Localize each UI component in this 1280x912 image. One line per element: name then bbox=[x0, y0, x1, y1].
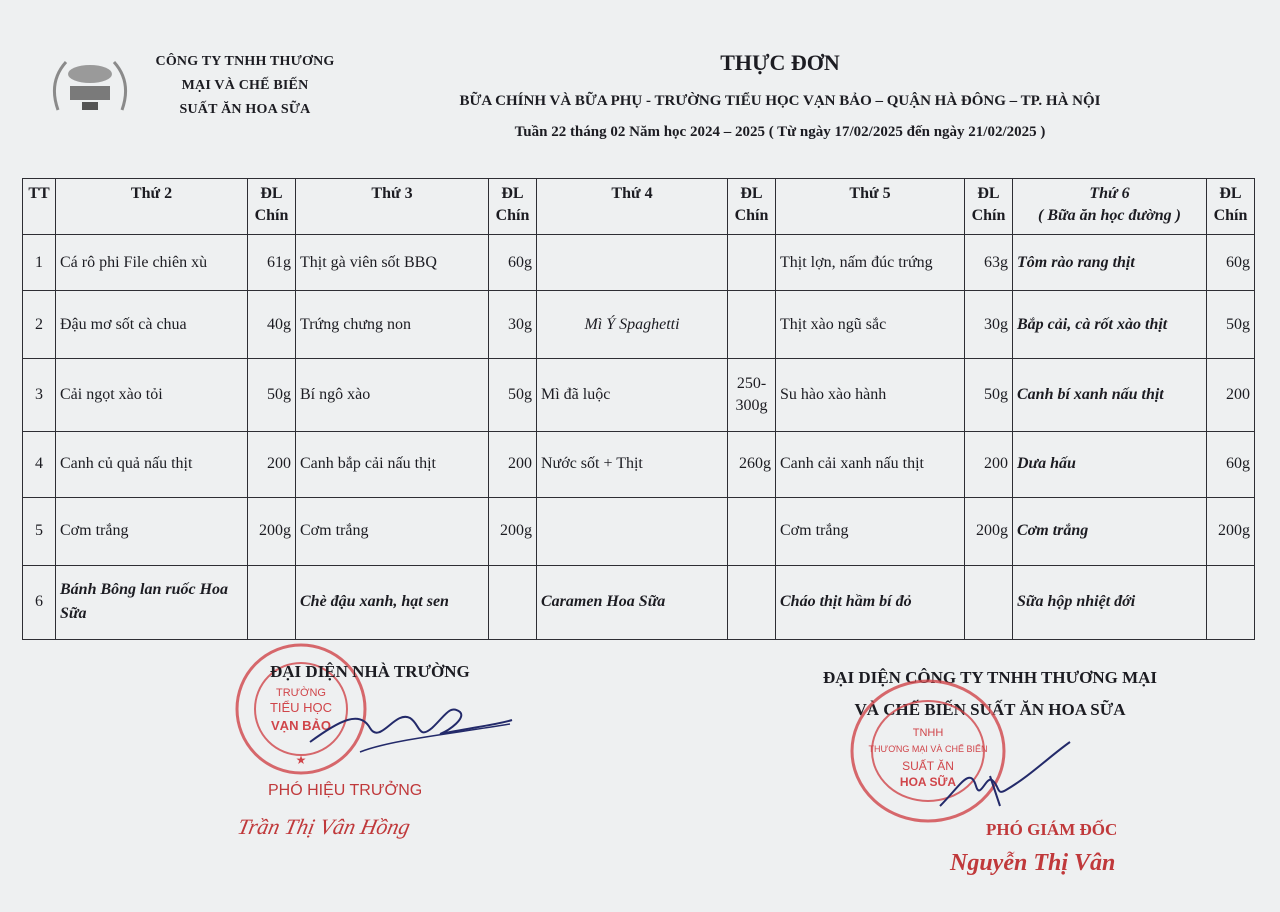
row-number: 6 bbox=[23, 565, 56, 639]
company-line-1: CÔNG TY TNHH THƯƠNG bbox=[155, 54, 335, 69]
dish-tue: Chè đậu xanh, hạt sen bbox=[296, 565, 489, 639]
header-wed-qty: ĐL Chín bbox=[728, 179, 776, 235]
dish-fri: Cơm trắng bbox=[1013, 497, 1207, 565]
company-line-3: SUẤT ĂN HOA SỮA bbox=[179, 102, 311, 117]
dish-fri: Sữa hộp nhiệt đới bbox=[1013, 565, 1207, 639]
qty-thu bbox=[965, 565, 1013, 639]
header-row bbox=[23, 179, 1255, 235]
qty-wed: 260g bbox=[728, 431, 776, 497]
qty-wed bbox=[728, 565, 776, 639]
qty-fri bbox=[1207, 565, 1255, 639]
qty-tue: 60g bbox=[489, 235, 537, 291]
header-tue-qty: ĐL Chín bbox=[489, 179, 537, 235]
company-seal-line2: THƯƠNG MẠI VÀ CHẾ BIẾN bbox=[868, 744, 988, 754]
dish-mon: Cải ngọt xào tỏi bbox=[56, 359, 248, 431]
qty-wed bbox=[728, 497, 776, 565]
qty-mon: 50g bbox=[248, 359, 296, 431]
qty-tue: 200 bbox=[489, 431, 537, 497]
qty-wed: 250-300g bbox=[728, 359, 776, 431]
dish-thu: Thịt xào ngũ sắc bbox=[776, 291, 965, 359]
table-row bbox=[23, 291, 1255, 359]
table-row bbox=[23, 431, 1255, 497]
dish-wed bbox=[537, 235, 728, 291]
header-thu-qty: ĐL Chín bbox=[965, 179, 1013, 235]
company-role: PHÓ GIÁM ĐỐC bbox=[986, 820, 1118, 839]
school-role: PHÓ HIỆU TRƯỞNG bbox=[268, 782, 423, 799]
dish-fri: Dưa hấu bbox=[1013, 431, 1207, 497]
company-name bbox=[140, 50, 350, 122]
dish-thu: Thịt lợn, nấm đúc trứng bbox=[776, 235, 965, 291]
dish-mon: Cá rô phi File chiên xù bbox=[56, 235, 248, 291]
table-row bbox=[23, 497, 1255, 565]
qty-mon: 200g bbox=[248, 497, 296, 565]
qty-fri: 50g bbox=[1207, 291, 1255, 359]
qty-fri: 200g bbox=[1207, 497, 1255, 565]
school-signature-title: ĐẠI DIỆN NHÀ TRƯỜNG bbox=[270, 662, 470, 681]
qty-tue: 200g bbox=[489, 497, 537, 565]
header-fri-qty: ĐL Chín bbox=[1207, 179, 1255, 235]
page-subtitle: BỮA CHÍNH VÀ BỮA PHỤ - TRƯỜNG TIỂU HỌC VẠN BẢO – QUẬN HÀ ĐÔNG – TP. HÀ NỘI bbox=[459, 93, 1101, 109]
header-fri: Thứ 6 ( Bữa ăn học đường ) bbox=[1013, 179, 1207, 235]
school-seal-line1: TRƯỜNG bbox=[276, 687, 326, 699]
dish-thu: Su hào xào hành bbox=[776, 359, 965, 431]
dish-tue: Thịt gà viên sốt BBQ bbox=[296, 235, 489, 291]
row-number: 1 bbox=[23, 235, 56, 291]
qty-wed bbox=[728, 291, 776, 359]
table-row bbox=[23, 235, 1255, 291]
dish-fri: Bắp cải, cà rốt xào thịt bbox=[1013, 291, 1207, 359]
qty-mon: 61g bbox=[248, 235, 296, 291]
dish-mon: Bánh Bông lan ruốc Hoa Sữa bbox=[56, 565, 248, 639]
row-number: 2 bbox=[23, 291, 56, 359]
dish-wed bbox=[537, 497, 728, 565]
qty-thu: 50g bbox=[965, 359, 1013, 431]
qty-thu: 200 bbox=[965, 431, 1013, 497]
menu-table bbox=[22, 178, 1255, 640]
company-seal-line1: TNHH bbox=[912, 727, 944, 739]
week-range: Tuần 22 tháng 02 Năm học 2024 – 2025 ( Từ ngày 17/02/2025 đến ngày 21/02/2025 ) bbox=[514, 124, 1046, 140]
qty-mon: 40g bbox=[248, 291, 296, 359]
table-row bbox=[23, 565, 1255, 639]
qty-mon bbox=[248, 565, 296, 639]
row-number: 3 bbox=[23, 359, 56, 431]
qty-tue: 30g bbox=[489, 291, 537, 359]
dish-tue: Cơm trắng bbox=[296, 497, 489, 565]
header-thu: Thứ 5 bbox=[776, 179, 965, 235]
company-seal-line4: HOA SỮA bbox=[899, 775, 957, 789]
dish-wed: Nước sốt + Thịt bbox=[537, 431, 728, 497]
dish-fri: Tôm rào rang thịt bbox=[1013, 235, 1207, 291]
company-signer-name: Nguyễn Thị Vân bbox=[950, 850, 1116, 876]
company-seal-line3: SUẤT ĂN bbox=[902, 759, 954, 773]
header-tue: Thứ 3 bbox=[296, 179, 489, 235]
svg-text:★: ★ bbox=[295, 753, 307, 767]
company-signature bbox=[930, 736, 1080, 816]
company-line-2: MẠI VÀ CHẾ BIẾN bbox=[181, 78, 309, 93]
qty-thu: 200g bbox=[965, 497, 1013, 565]
dish-tue: Canh bắp cải nấu thịt bbox=[296, 431, 489, 497]
dish-thu: Canh cải xanh nấu thịt bbox=[776, 431, 965, 497]
qty-fri: 60g bbox=[1207, 235, 1255, 291]
qty-thu: 63g bbox=[965, 235, 1013, 291]
dish-thu: Cháo thịt hầm bí đỏ bbox=[776, 565, 965, 639]
qty-mon: 200 bbox=[248, 431, 296, 497]
row-number: 4 bbox=[23, 431, 56, 497]
qty-fri: 200 bbox=[1207, 359, 1255, 431]
qty-thu: 30g bbox=[965, 291, 1013, 359]
company-signature-line-1: ĐẠI DIỆN CÔNG TY TNHH THƯƠNG MẠI bbox=[822, 668, 1158, 687]
dish-wed: Mì Ý Spaghetti bbox=[537, 291, 728, 359]
dish-tue: Bí ngô xào bbox=[296, 359, 489, 431]
header-mon: Thứ 2 bbox=[56, 179, 248, 235]
dish-thu: Cơm trắng bbox=[776, 497, 965, 565]
qty-wed bbox=[728, 235, 776, 291]
school-seal-line2: TIỂU HỌC bbox=[269, 700, 333, 715]
company-signature-line-2: VÀ CHẾ BIẾN SUẤT ĂN HOA SỮA bbox=[854, 700, 1126, 719]
dish-fri: Canh bí xanh nấu thịt bbox=[1013, 359, 1207, 431]
school-seal-line3: VẠN BẢO bbox=[271, 718, 331, 733]
header-tt: TT bbox=[23, 179, 56, 235]
dish-mon: Đậu mơ sốt cà chua bbox=[56, 291, 248, 359]
header-mon-qty: ĐL Chín bbox=[248, 179, 296, 235]
dish-mon: Cơm trắng bbox=[56, 497, 248, 565]
dish-wed: Caramen Hoa Sữa bbox=[537, 565, 728, 639]
header-wed: Thứ 4 bbox=[537, 179, 728, 235]
qty-fri: 60g bbox=[1207, 431, 1255, 497]
school-signer-name: Trần Thị Vân Hồng bbox=[235, 814, 413, 839]
dish-wed: Mì đã luộc bbox=[537, 359, 728, 431]
dish-mon: Canh củ quả nấu thịt bbox=[56, 431, 248, 497]
page-title: THỰC ĐƠN bbox=[720, 50, 840, 75]
row-number: 5 bbox=[23, 497, 56, 565]
qty-tue bbox=[489, 565, 537, 639]
qty-tue: 50g bbox=[489, 359, 537, 431]
company-logo bbox=[48, 52, 132, 118]
table-row bbox=[23, 359, 1255, 431]
dish-tue: Trứng chưng non bbox=[296, 291, 489, 359]
school-signature bbox=[300, 690, 520, 760]
